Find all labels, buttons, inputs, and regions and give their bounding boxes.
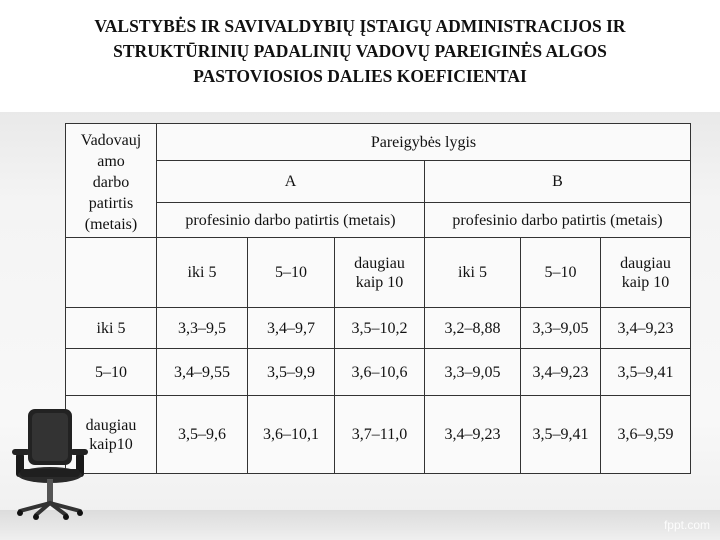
column-header [425,238,521,308]
row-label-line: 5–10 [95,363,127,381]
table-cell: 3,2–8,88 [425,308,521,349]
table-cell: 3,4–9,7 [248,308,335,349]
corner-line: (metais) [84,216,138,233]
column-header-line: 5–10 [544,264,577,281]
column-header-line: daugiau [354,254,405,272]
title-line-3: PASTOVIOSIOS DALIES KOEFICIENTAI [193,66,527,86]
corner-line: patirtis [88,195,134,212]
level-header: Pareigybės lygis [157,124,691,161]
column-header-row [66,238,691,308]
column-header [248,238,335,308]
column-header-line: 5–10 [275,264,307,281]
corner-line: amo [97,153,125,170]
column-header-line: daugiau [620,254,671,272]
row-label-line: kaip10 [89,435,133,453]
table-cell: 3,4–9,23 [521,349,601,396]
title-line-2: STRUKTŪRINIŲ PADALINIŲ VADOVŲ PAREIGINĖS ALGOS [113,41,607,61]
column-header-line: kaip 10 [355,273,404,291]
column-header [335,238,425,308]
row-label-line: iki 5 [96,319,126,337]
table-cell: 3,5–9,41 [601,349,691,396]
table-row [66,308,691,349]
table-cell: 3,6–10,6 [335,349,425,396]
table-cell: 3,6–10,1 [248,396,335,474]
column-header [157,238,248,308]
table-cell: 3,7–11,0 [335,396,425,474]
group-b-subheader: profesinio darbo patirtis (metais) [425,203,691,238]
row-label [66,308,157,349]
page-title [40,14,680,89]
table-cell: 3,5–9,9 [248,349,335,396]
table-cell: 3,3–9,05 [521,308,601,349]
table-cell: 3,4–9,23 [425,396,521,474]
column-header-line: iki 5 [187,264,217,281]
title-line-1: VALSTYBĖS IR SAVIVALDYBIŲ ĮSTAIGŲ ADMINISTRACIJOS IR [94,16,626,36]
row-label-line: daugiau [85,416,137,434]
group-a-header: A [157,161,425,203]
table-cell: 3,4–9,23 [601,308,691,349]
office-chair-icon [6,405,92,520]
table-cell: 3,5–10,2 [335,308,425,349]
table-cell: 3,3–9,05 [425,349,521,396]
corner-line: darbo [92,174,130,191]
table-cell: 3,6–9,59 [601,396,691,474]
column-header-line: iki 5 [458,264,487,281]
table-cell: 3,3–9,5 [157,308,248,349]
corner-line: Vadovauj [80,132,142,149]
corner-continuation [66,238,157,308]
table-row [66,349,691,396]
group-a-subheader: profesinio darbo patirtis (metais) [157,203,425,238]
group-b-header: B [425,161,691,203]
table-cell: 3,5–9,6 [157,396,248,474]
table-row [66,396,691,474]
column-header [601,238,691,308]
table-cell: 3,5–9,41 [521,396,601,474]
coefficient-table [65,123,691,474]
table-cell: 3,4–9,55 [157,349,248,396]
corner-header [66,124,157,238]
bottom-band [0,510,720,540]
column-header-line: kaip 10 [621,273,670,291]
watermark: fppt.com [663,518,710,532]
row-label [66,349,157,396]
column-header [521,238,601,308]
